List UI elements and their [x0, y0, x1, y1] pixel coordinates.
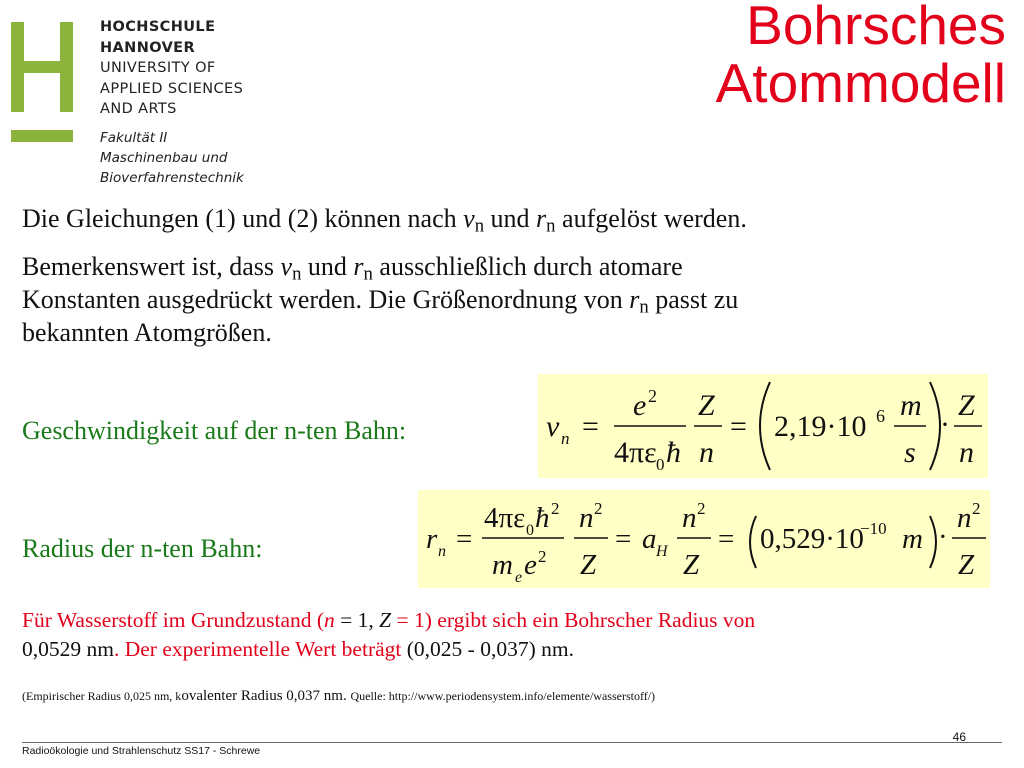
eq-v-const: 2,19·10 — [774, 410, 867, 443]
eq-r-const-exp: −10 — [860, 519, 887, 538]
title-line-2: Atommodell — [715, 52, 1006, 114]
remark-line-3: bekannten Atomgrößen. — [22, 318, 272, 347]
text-segment: = 1, — [334, 608, 380, 632]
eq-equals: = — [456, 523, 473, 555]
h-logo-icon — [8, 14, 78, 144]
text-segment: . Der experimentelle Wert beträgt — [113, 637, 407, 661]
eq-r-den1-e: e — [524, 549, 537, 581]
left-paren — [750, 516, 756, 568]
eq-r-num1: 4πε — [484, 502, 526, 534]
eq-r-a-sub: H — [656, 543, 668, 560]
math-var: n — [324, 608, 335, 632]
eq-equals: = — [615, 523, 632, 555]
eq-r-den1: m — [492, 549, 513, 581]
intro-sentence — [22, 202, 747, 235]
text-segment: (Empirischer Radius 0,025 nm, k — [22, 689, 182, 703]
velocity-equation — [538, 374, 988, 478]
math-var: v — [463, 204, 475, 233]
math-sub: n — [639, 296, 649, 318]
radius-label: Radius der n-ten Bahn: — [22, 534, 263, 563]
title-line-1: Bohrsches — [746, 0, 1006, 56]
institution-line: AND ARTS — [100, 101, 177, 117]
eq-r-num1-sup: 2 — [551, 499, 560, 518]
velocity-equation-svg — [538, 374, 988, 478]
eq-v-frac2-den: n — [699, 436, 714, 469]
eq-r-num1-hbar: ħ — [535, 502, 550, 534]
eq-r-const: 0,529·10 — [760, 523, 864, 555]
velocity-label: Geschwindigkeit auf der n-ten Bahn: — [22, 416, 407, 445]
eq-v-lhs-sub: n — [561, 429, 570, 448]
math-var: r — [536, 204, 547, 233]
eq-equals: = — [730, 410, 747, 443]
institution-line: APPLIED SCIENCES — [100, 80, 244, 97]
math-var: r — [353, 252, 364, 281]
text-segment: ausschließlich durch atomare — [372, 252, 683, 281]
eq-v-frac3-den: n — [959, 436, 974, 469]
eq-dot: · — [940, 408, 950, 441]
math-sub: n — [474, 215, 485, 237]
page-number: 46 — [952, 730, 966, 744]
eq-r-frac3-num: n — [682, 502, 697, 534]
right-paren — [930, 516, 936, 568]
math-var: r — [629, 285, 640, 314]
footer-divider — [22, 742, 1002, 743]
eq-v-unit-den: s — [904, 436, 916, 469]
text-segment: Die Gleichungen (1) und (2) können nach — [22, 204, 464, 233]
hydrogen-paragraph — [22, 606, 1012, 664]
text-segment: Bemerkenswert ist, dass — [22, 252, 281, 281]
right-paren — [930, 382, 940, 470]
eq-r-frac4-sup: 2 — [972, 499, 981, 518]
text-segment: Für Wasserstoff im Grundzustand ( — [22, 608, 325, 632]
hydrogen-line-1 — [22, 606, 1012, 635]
eq-r-unit: m — [902, 523, 923, 555]
math-var: Z — [379, 608, 392, 632]
eq-r-num1-sub: 0 — [526, 522, 534, 539]
remark-line-2 — [22, 283, 1012, 316]
radius-equation-svg — [418, 490, 990, 588]
faculty-name — [100, 128, 244, 188]
faculty-line: Bioverfahrenstechnik — [100, 170, 244, 186]
university-logo — [8, 14, 78, 144]
institution-line: HANNOVER — [100, 39, 196, 56]
eq-r-frac2-num: n — [579, 502, 594, 534]
text-segment: und — [484, 204, 537, 233]
eq-v-den1: 4πε — [614, 436, 657, 469]
institution-name — [100, 17, 243, 120]
eq-v-num1-sup: 2 — [648, 386, 657, 406]
eq-v-frac3-num: Z — [958, 389, 975, 422]
eq-v-unit-num: m — [900, 389, 922, 422]
eq-r-frac3-sup: 2 — [697, 499, 706, 518]
text-segment: passt zu — [648, 285, 739, 314]
faculty-line: Fakultät II — [100, 130, 168, 146]
eq-r-frac3-den: Z — [683, 549, 700, 581]
eq-r-a: a — [642, 523, 657, 555]
eq-r-frac2-sup: 2 — [594, 499, 603, 518]
text-segment: aufgelöst werden. — [555, 204, 747, 233]
left-paren — [760, 382, 770, 470]
eq-v-num1: e — [633, 389, 647, 422]
faculty-line: Maschinenbau und — [100, 150, 228, 166]
footer-course: Radioökologie und Strahlenschutz SS17 - Schrewe — [22, 745, 261, 757]
text-segment: Konstanten ausgedrückt werden. Die Größenordnung von — [22, 285, 630, 314]
math-var: v — [280, 252, 293, 281]
eq-equals: = — [718, 523, 735, 555]
remark-paragraph — [22, 250, 1012, 349]
eq-equals: = — [582, 410, 599, 443]
empirical-note — [22, 688, 655, 705]
eq-v-const-exp: 6 — [876, 406, 885, 426]
eq-r-frac2-den: Z — [580, 549, 597, 581]
radius-equation — [418, 490, 990, 588]
eq-r-frac4-num: n — [957, 502, 972, 534]
math-sub: n — [546, 215, 556, 237]
source-link-text: Quelle: http://www.periodensystem.info/elemente/wasserstoff/) — [350, 689, 656, 703]
eq-v-den1-sub: 0 — [656, 455, 665, 474]
slide-title — [716, 0, 1006, 112]
remark-line-1 — [22, 250, 1012, 283]
eq-v-lhs: v — [546, 410, 560, 443]
eq-dot: · — [938, 521, 948, 553]
eq-r-lhs: r — [426, 523, 438, 555]
text-segment: (0,025 - 0,037) nm — [406, 637, 569, 661]
text-segment: . — [568, 637, 574, 661]
text-segment: = 1) ergibt sich ein Bohrscher Radius von — [391, 608, 756, 632]
institution-line: UNIVERSITY OF — [100, 60, 216, 76]
eq-r-frac4-den: Z — [958, 549, 975, 581]
eq-v-frac2-num: Z — [698, 389, 715, 422]
eq-v-den1-hbar: ħ — [666, 436, 681, 469]
text-segment: 0,0529 nm — [22, 637, 114, 661]
math-sub: n — [363, 263, 373, 285]
eq-r-den1-sup: 2 — [538, 547, 547, 566]
text-segment: ovalenter Radius 0,037 nm. — [181, 688, 351, 704]
eq-r-lhs-sub: n — [438, 543, 446, 560]
hydrogen-line-2 — [22, 635, 1012, 664]
eq-r-den1-sub: e — [515, 569, 523, 586]
math-sub: n — [292, 263, 302, 285]
text-segment: und — [301, 252, 354, 281]
institution-line: HOCHSCHULE — [100, 19, 216, 35]
